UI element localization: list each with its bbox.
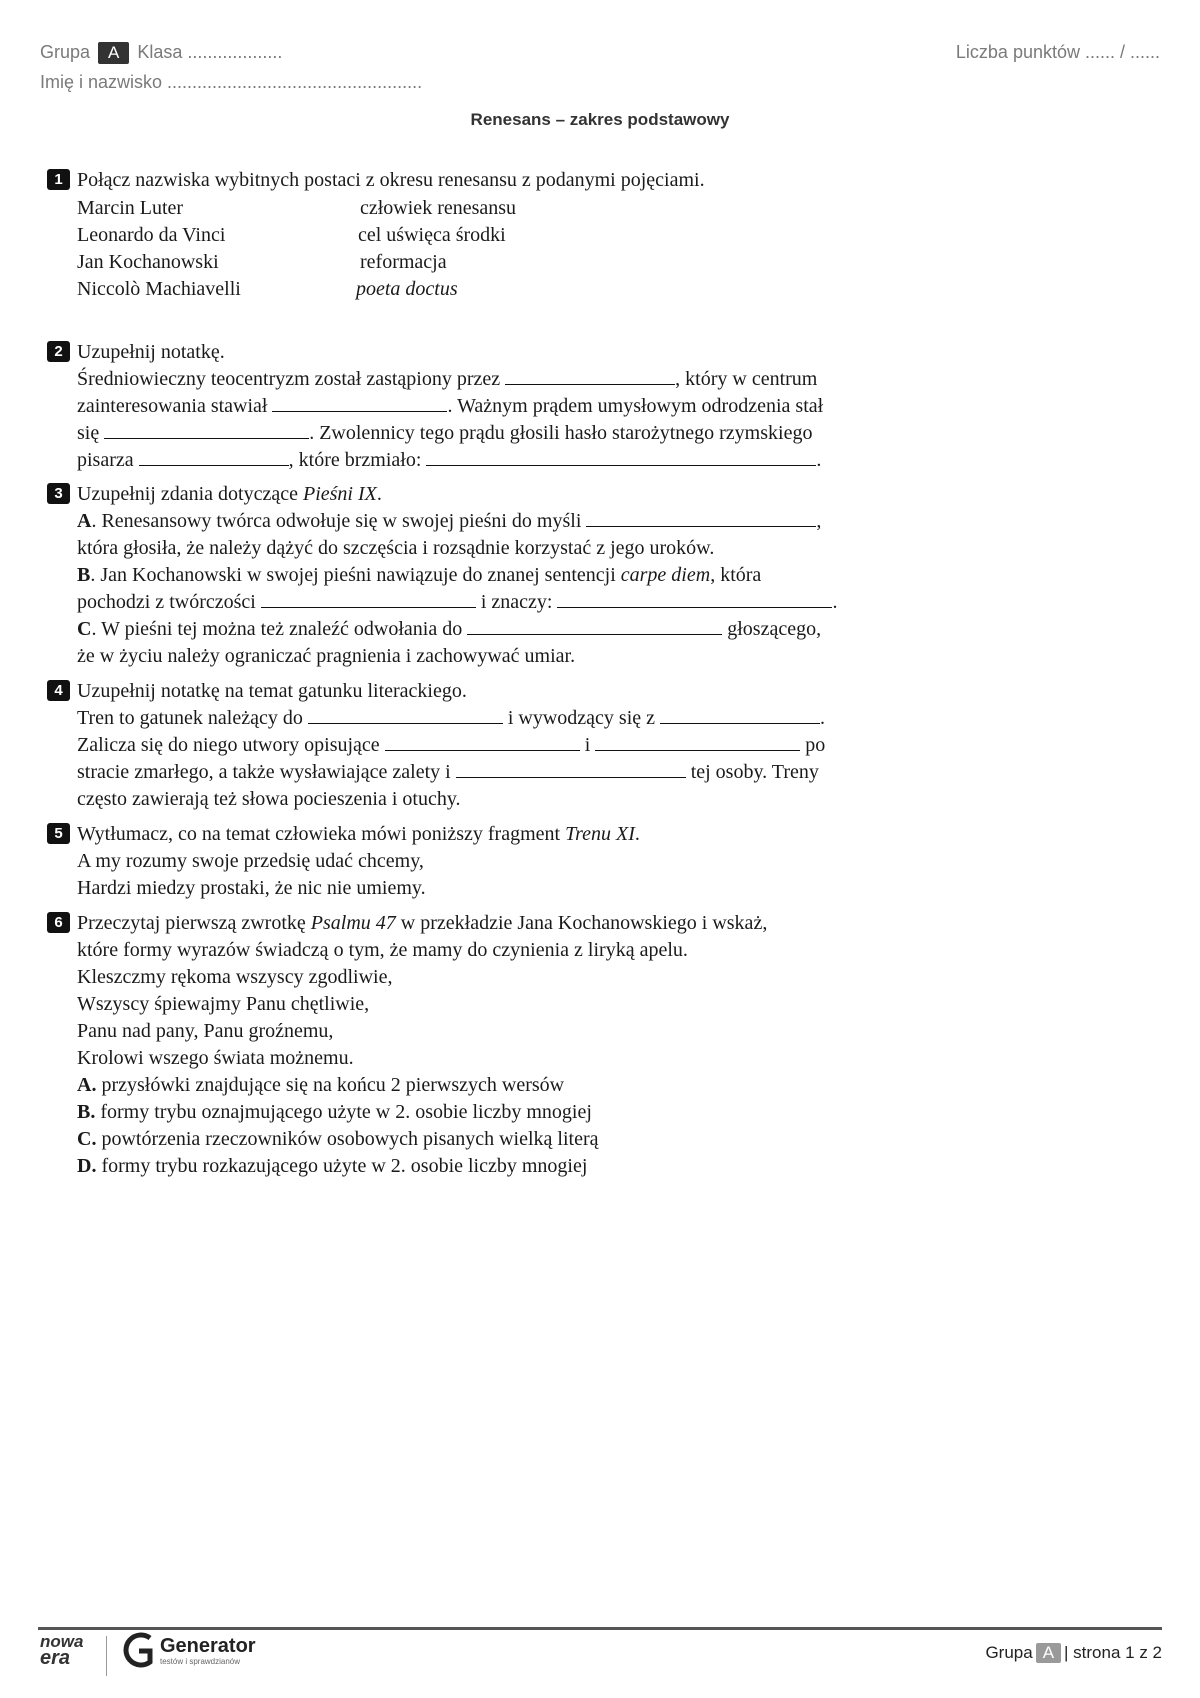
answer-blank[interactable] bbox=[467, 618, 722, 635]
option-label: C. bbox=[77, 1128, 97, 1150]
q3-instruction bbox=[77, 482, 382, 506]
q5-verse-2: Hardzi miedzy prostaki, że nic nie umiemy. bbox=[77, 877, 426, 899]
logo-text-bottom: era bbox=[40, 1647, 71, 1669]
q2-text: , który w centrum bbox=[675, 368, 818, 390]
answer-blank[interactable] bbox=[261, 591, 476, 608]
option-text: powtórzenia rzeczowników osobowych pisanych wielką literą bbox=[101, 1128, 599, 1150]
group-label: Grupa bbox=[40, 42, 91, 62]
answer-blank[interactable] bbox=[426, 449, 816, 466]
q3-text: głoszącego, bbox=[727, 618, 822, 640]
question-number-6: 6 bbox=[47, 912, 70, 933]
q6-verse-3: Panu nad pany, Panu groźnemu, bbox=[77, 1020, 334, 1042]
q2-text: pisarza bbox=[77, 449, 134, 471]
q6-option-c[interactable] bbox=[77, 1127, 599, 1151]
q2-text: . Zwolennicy tego prądu głosili hasło starożytnego rzymskiego bbox=[309, 422, 813, 444]
answer-blank[interactable] bbox=[308, 707, 503, 724]
option-label: D. bbox=[77, 1155, 97, 1177]
q6-instruction-text: Przeczytaj pierwszą zwrotkę bbox=[77, 912, 306, 934]
answer-blank[interactable] bbox=[139, 449, 289, 466]
q3-a-line-1 bbox=[77, 509, 821, 533]
answer-blank[interactable] bbox=[660, 707, 820, 724]
q6-option-b[interactable] bbox=[77, 1100, 592, 1124]
header-group-class bbox=[40, 42, 282, 64]
q5-instruction-text: Wytłumacz, co na temat człowieka mówi poniższy fragment bbox=[77, 823, 561, 845]
q6-option-d[interactable] bbox=[77, 1154, 587, 1178]
footer-group-label: Grupa bbox=[985, 1643, 1033, 1662]
footer-page-info bbox=[985, 1643, 1162, 1663]
q3-text: , bbox=[816, 510, 822, 532]
q1-concept-4: poeta doctus bbox=[356, 278, 458, 300]
q3-text: i znaczy: bbox=[480, 591, 553, 613]
q4-line-2 bbox=[77, 733, 825, 757]
option-text: przysłówki znajdujące się na końcu 2 pierwszych wersów bbox=[101, 1074, 565, 1096]
q1-concept-3: reformacja bbox=[360, 251, 447, 273]
q2-text: . Ważnym prądem umysłowym odrodzenia stał bbox=[447, 395, 824, 417]
q2-text: się bbox=[77, 422, 100, 444]
answer-blank[interactable] bbox=[586, 510, 816, 527]
q3-c-line-2: że w życiu należy ograniczać pragnienia i zachowywać umiar. bbox=[77, 645, 576, 667]
q2-line-3 bbox=[77, 421, 812, 445]
generator-logo-subtext: testów i sprawdzianów bbox=[160, 1656, 241, 1666]
answer-blank[interactable] bbox=[557, 591, 832, 608]
q5-instruction-italic: Trenu XI bbox=[565, 823, 635, 845]
q6-instruction-italic: Psalmu 47 bbox=[310, 912, 396, 934]
q1-name-1: Marcin Luter bbox=[77, 197, 184, 219]
name-field: Imię i nazwisko ................................................... bbox=[40, 72, 423, 92]
q4-text: Tren to gatunek należący do bbox=[77, 707, 303, 729]
q5-instruction-end: . bbox=[634, 823, 640, 845]
option-text: formy trybu rozkazującego użyte w 2. osobie liczby mnogiej bbox=[101, 1155, 588, 1177]
footer-group-badge: A bbox=[1036, 1643, 1061, 1663]
q2-line-2 bbox=[77, 394, 823, 418]
q4-line-3 bbox=[77, 760, 819, 784]
q4-line-1 bbox=[77, 706, 825, 730]
question-number-4: 4 bbox=[47, 680, 70, 701]
q3-instruction-italic: Pieśni IX bbox=[303, 483, 377, 505]
q6-instruction bbox=[77, 911, 767, 935]
q3-a-label: A bbox=[77, 510, 92, 532]
q3-b-line-1 bbox=[77, 563, 761, 587]
answer-blank[interactable] bbox=[456, 761, 686, 778]
q2-line-4 bbox=[77, 448, 821, 472]
q4-line-4: często zawierają też słowa pocieszenia i otuchy. bbox=[77, 788, 461, 810]
answer-blank[interactable] bbox=[272, 395, 447, 412]
logo-text-top: nowa bbox=[40, 1632, 84, 1651]
question-number-3: 3 bbox=[47, 483, 70, 504]
q2-text: , które brzmiało: bbox=[288, 449, 422, 471]
q6-verse-4: Krolowi wszego świata możnemu. bbox=[77, 1047, 354, 1069]
q1-concept-1: człowiek renesansu bbox=[360, 197, 517, 219]
q4-instruction: Uzupełnij notatkę na temat gatunku literackiego. bbox=[77, 680, 467, 702]
q6-instruction-end: w przekładzie Jana Kochanowskiego i wskaż, bbox=[400, 912, 768, 934]
q3-b-italic: carpe diem bbox=[620, 564, 711, 586]
q5-verse-1: A my rozumy swoje przedsię udać chcemy, bbox=[77, 850, 424, 872]
q3-instruction-end: . bbox=[376, 483, 382, 505]
class-field: Klasa ................... bbox=[137, 42, 283, 62]
q4-text: po bbox=[805, 734, 826, 756]
q2-instruction: Uzupełnij notatkę. bbox=[77, 341, 225, 363]
q3-b-label: B bbox=[77, 564, 91, 586]
q3-b-line-2 bbox=[77, 590, 837, 614]
q6-verse-1: Kleszczmy rękoma wszyscy zgodliwie, bbox=[77, 966, 393, 988]
answer-blank[interactable] bbox=[595, 734, 800, 751]
q3-text: . W pieśni tej można też znaleźć odwołania do bbox=[91, 618, 463, 640]
question-number-5: 5 bbox=[47, 823, 70, 844]
group-badge: A bbox=[98, 42, 129, 64]
q2-text: Średniowieczny teocentryzm został zastąpiony przez bbox=[77, 368, 501, 390]
question-number-1: 1 bbox=[47, 169, 70, 190]
q3-a-line-2: która głosiła, że należy dążyć do szczęścia i rozsądnie korzystać z jego uroków. bbox=[77, 537, 715, 559]
q1-name-3: Jan Kochanowski bbox=[77, 251, 219, 273]
generator-logo bbox=[120, 1630, 256, 1670]
question-number-2: 2 bbox=[47, 341, 70, 362]
page-title: Renesans – zakres podstawowy bbox=[470, 110, 730, 129]
nowa-era-logo bbox=[40, 1630, 95, 1667]
q3-c-line-1 bbox=[77, 617, 821, 641]
q4-text: i wywodzący się z bbox=[507, 707, 656, 729]
q4-text: tej osoby. Treny bbox=[690, 761, 819, 783]
q5-instruction bbox=[77, 822, 640, 846]
q4-text: Zalicza się do niego utwory opisujące bbox=[77, 734, 380, 756]
q3-text: . Renesansowy twórca odwołuje się w swojej pieśni do myśli bbox=[91, 510, 582, 532]
q2-line-1 bbox=[77, 367, 817, 391]
q4-text: . bbox=[820, 707, 826, 729]
q3-text: pochodzi z twórczości bbox=[77, 591, 256, 613]
q1-concept-2: cel uświęca środki bbox=[358, 224, 506, 246]
q3-text: . bbox=[832, 591, 838, 613]
q3-text: . Jan Kochanowski w swojej pieśni nawiązuje do znanej sentencji bbox=[90, 564, 616, 586]
q1-name-2: Leonardo da Vinci bbox=[77, 224, 226, 246]
generator-logo-text: Generator bbox=[160, 1634, 256, 1657]
q6-instruction-2: które formy wyrazów świadczą o tym, że mamy do czynienia z liryką apelu. bbox=[77, 939, 688, 961]
q3-text: , która bbox=[710, 564, 762, 586]
option-label: B. bbox=[77, 1101, 96, 1123]
q6-option-a[interactable] bbox=[77, 1073, 564, 1097]
footer-page-number: | strona 1 z 2 bbox=[1064, 1643, 1162, 1662]
q2-text: zainteresowania stawiał bbox=[77, 395, 268, 417]
option-text: formy trybu oznajmującego użyte w 2. osobie liczby mnogiej bbox=[100, 1101, 592, 1123]
q1-name-4: Niccolò Machiavelli bbox=[77, 278, 241, 300]
q1-instruction: Połącz nazwiska wybitnych postaci z okresu renesansu z podanymi pojęciami. bbox=[77, 169, 705, 191]
q6-verse-2: Wszyscy śpiewajmy Panu chętliwie, bbox=[77, 993, 370, 1015]
q2-text: . bbox=[816, 449, 822, 471]
generator-g-icon bbox=[120, 1630, 156, 1670]
q4-text: stracie zmarłego, a także wysławiające zalety i bbox=[77, 761, 451, 783]
q3-c-label: C bbox=[77, 618, 92, 640]
logo-separator bbox=[106, 1636, 107, 1676]
q3-instruction-text: Uzupełnij zdania dotyczące bbox=[77, 483, 298, 505]
answer-blank[interactable] bbox=[385, 734, 580, 751]
answer-blank[interactable] bbox=[505, 368, 675, 385]
q4-text: i bbox=[584, 734, 591, 756]
points-field: Liczba punktów ...... / ...... bbox=[955, 42, 1160, 62]
option-label: A. bbox=[77, 1074, 97, 1096]
answer-blank[interactable] bbox=[104, 422, 309, 439]
